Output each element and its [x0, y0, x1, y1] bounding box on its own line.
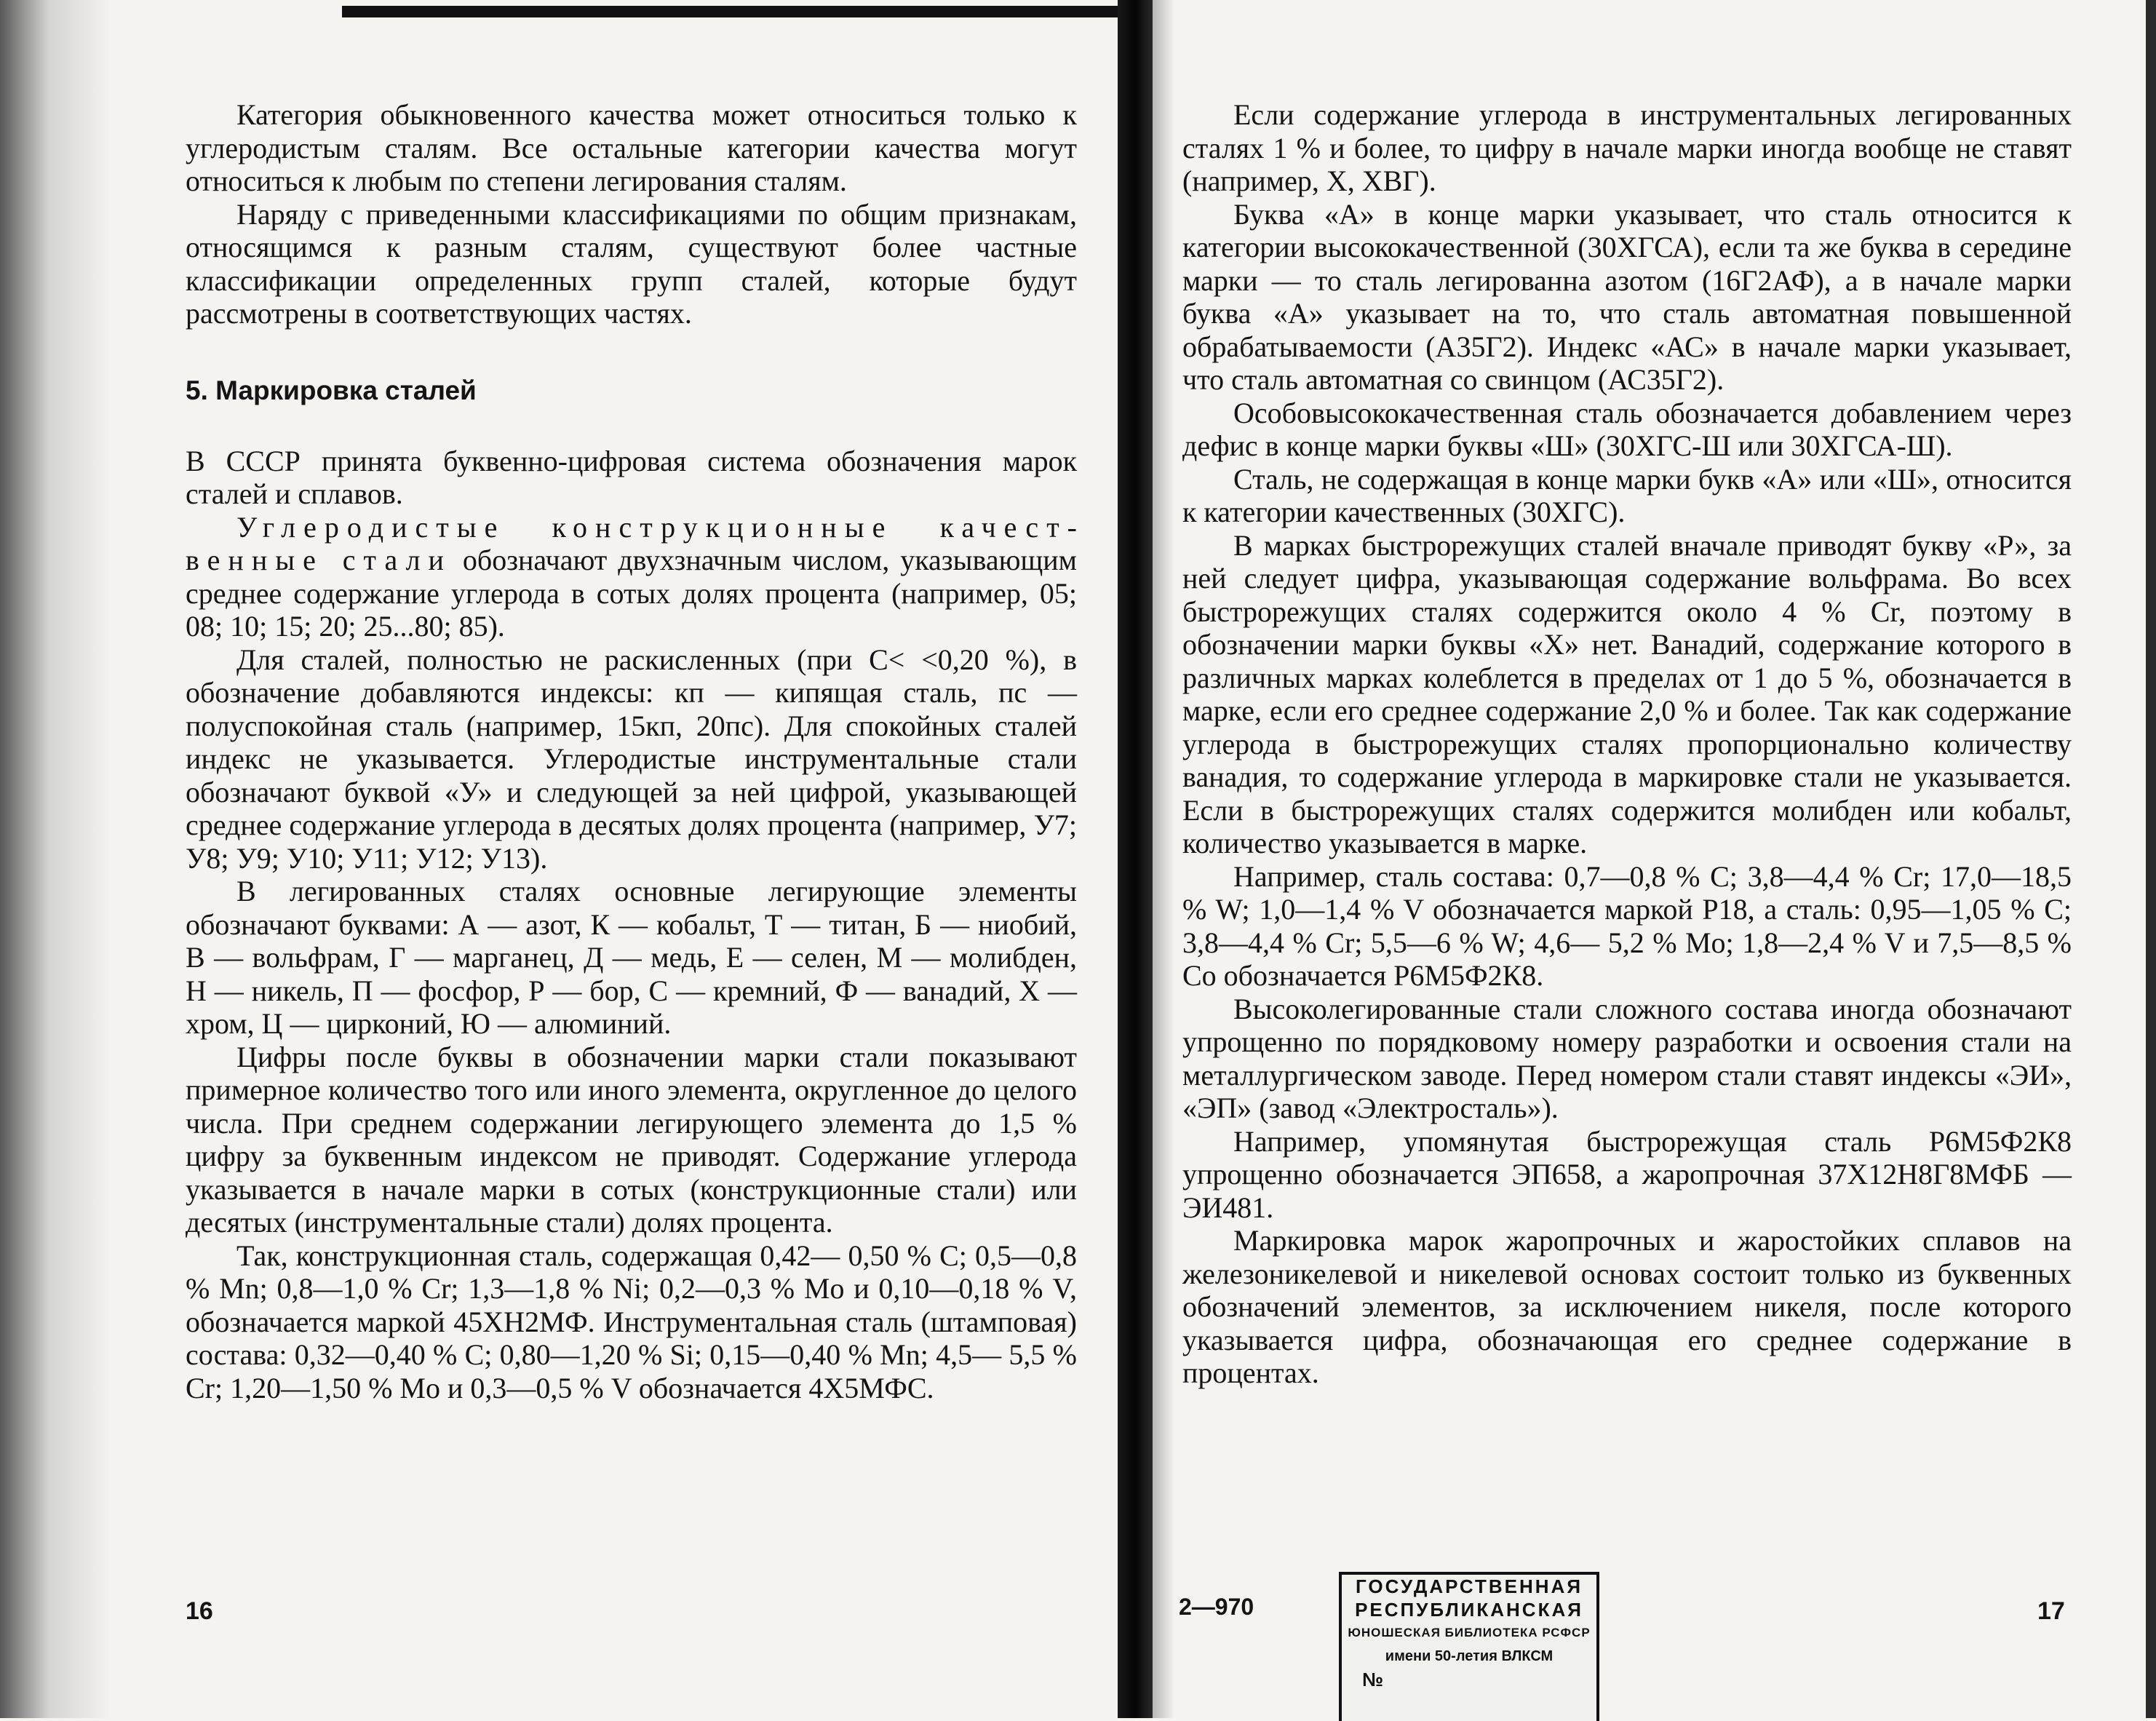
paragraph: В СССР принята буквенно-цифровая система обозначения марок сталей и сплавов. — [186, 444, 1077, 510]
printer-signature: 2—970 — [1179, 1594, 1254, 1620]
paragraph: Если содержание углерода в инструментальных легированных сталях 1 % и более, то цифру в начале марки иногда вообще не ставят (например, Х, ХВГ). — [1182, 98, 2072, 197]
paragraph: В легированных сталях основные легирующие элементы обозначают буквами: А — азот, К — кобальт, Т — титан, Б — ниобий, В — вольфрам, Г — марганец, Д — медь, Е — селен, М — молибден, Н — никель, П — фосфор, Р — бор, С — кремний, Ф — ванадий, Х — хром, Ц — цирконий, Ю — алюминий. — [186, 875, 1077, 1040]
stamp-number-label: № — [1362, 1669, 1383, 1690]
library-stamp — [1339, 1572, 1599, 1721]
stamp-line: имени 50-летия ВЛКСМ — [1385, 1648, 1554, 1664]
gutter-shadow — [1153, 0, 1174, 1718]
stamp-line: РЕСПУБЛИКАНСКАЯ — [1355, 1599, 1583, 1621]
paragraph: Сталь, не содержащая в конце марки букв «А» или «Ш», относится к категории качественных (30ХГС). — [1182, 462, 2072, 528]
paragraph: Цифры после буквы в обозначении марки стали показывают примерное количество того или иного элемента, округленное до целого числа. При среднем содержании легирующего элемента до 1,5 % цифру за буквенным индексом не приводят. Содержание углерода указывается в начале марки в сотых (конструкционные стали) или десятых (инструментальные стали) долях процента. — [186, 1040, 1077, 1239]
paragraph: Так, конструкционная сталь, содержащая 0,42— 0,50 % C; 0,5—0,8 % Mn; 0,8—1,0 % Cr; 1,3—1,8 % Ni; 0,2—0,3 % Mo и 0,10—0,18 % V, обозначается маркой 45ХН2МФ. Инструментальная сталь (штамповая) состава: 0,32—0,40 % C; 0,80—1,20 % Si; 0,15—0,40 % Mn; 4,5— 5,5 % Cr; 1,20—1,50 % Mo и 0,3—0,5 % V обозначается 4Х5МФС. — [186, 1239, 1077, 1404]
paragraph: Особовысококачественная сталь обозначается добавлением через дефис в конце марки буквы «Ш» (30ХГС-Ш или 30ХГСА-Ш). — [1182, 396, 2072, 462]
paragraph — [186, 511, 1077, 643]
paragraph: Буква «А» в конце марки указывает, что сталь относится к категории высококачественной (30ХГСА), если та же буква в середине марки — то сталь легированна азотом (16Г2АФ), а в начале марки буква «А» указывает на то, что сталь автоматная повышенной обрабатываемости (А35Г2). Индекс «АС» в начале марки указывает, что сталь автоматная со свинцом (АС35Г2). — [1182, 197, 2072, 396]
paragraph: Маркировка марок жаропрочных и жаростойких сплавов на железоникелевой и никелевой основах состоит только из буквенных обозначений элементов, за исключением никеля, после которого указывается цифра, обозначающая его среднее содержание в процентах. — [1182, 1224, 2072, 1389]
stamp-line: ЮНОШЕСКАЯ БИБЛИОТЕКА РСФСР — [1348, 1626, 1591, 1639]
right-page-edge — [2146, 0, 2156, 1718]
stamp-line: ГОСУДАРСТВЕННАЯ — [1355, 1575, 1583, 1597]
paragraph: Для сталей, полностью не раскисленных (при C< <0,20 %), в обозначение добавляются индексы: кп — кипящая сталь, пс — полуспокойная сталь (например, 15кп, 20пс). Для спокойных сталей индекс не указывается. Углеродистые инструментальные стали обозначают буквой «У» и следующей за ней цифрой, указывающей среднее содержание углерода в десятых долях процента (например, У7; У8; У9; У10; У11; У12; У13). — [186, 643, 1077, 875]
book-gutter — [1118, 0, 1153, 1718]
left-page — [186, 98, 1077, 1404]
paragraph: Высоколегированные стали сложного состава иногда обозначают упрощенно по порядковому номеру разработки и освоения стали на металлургическом заводе. Перед номером стали ставят индексы «ЭИ», «ЭП» (завод «Электросталь»). — [1182, 992, 2072, 1124]
right-page — [1182, 98, 2072, 1390]
paragraph: Наряду с приведенными классификациями по общим признакам, относящимся к разным сталям, существуют более частные классификации определенных групп сталей, которые будут рассмотрены в соответствующих частях. — [186, 197, 1077, 330]
paragraph: В марках быстрорежущих сталей вначале приводят букву «Р», за ней следует цифра, указывающая содержание вольфрама. Во всех быстрорежущих сталях содержится около 4 % Cr, поэтому в обозначении марки буквы «Х» нет. Ванадий, содержание которого в различных марках колеблется в пределах от 1 до 5 %, обозначается в марке, если его среднее содержание 2,0 % и более. Так как содержание углерода в быстрорежущих сталях пропорционально количеству ванадия, то содержание углерода в маркировке стали не указывается. Если в быстрорежущих сталях содержится молибден или кобальт, количество указывается в марке. — [1182, 528, 2072, 859]
paragraph-text: обозначают двухзначным числом, указывающим среднее содержание углерода в сотых долях процента (например, 05; 08; 10; 15; 20; 25...80; 85). — [186, 544, 1077, 643]
page-number-left: 16 — [186, 1597, 213, 1625]
paragraph: Например, упомянутая быстрорежущая сталь Р6М5Ф2К8 упрощенно обозначается ЭП658, а жаропрочная 37Х12Н8Г8МФБ — ЭИ481. — [1182, 1124, 2072, 1224]
top-dark-edge — [342, 6, 1135, 17]
page-edge-shadow — [0, 0, 109, 1718]
paragraph: Категория обыкновенного качества может относиться только к углеродистым сталям. Все остальные категории качества могут относиться к любым по степени легирования сталям. — [186, 98, 1077, 197]
section-heading: 5. Маркировка сталей — [186, 375, 477, 405]
paragraph: Например, сталь состава: 0,7—0,8 % C; 3,8—4,4 % Cr; 17,0—18,5 % W; 1,0—1,4 % V обозначается маркой Р18, а сталь: 0,95—1,05 % C; 3,8—4,4 % Cr; 5,5—6 % W; 4,6— 5,2 % Mo; 1,8—2,4 % V и 7,5—8,5 % Co обозначается Р6М5Ф2К8. — [1182, 859, 2072, 992]
spaced-term: Углеродистые конструкционные качественные стали — [186, 510, 1077, 576]
page-number-right: 17 — [2037, 1597, 2065, 1625]
